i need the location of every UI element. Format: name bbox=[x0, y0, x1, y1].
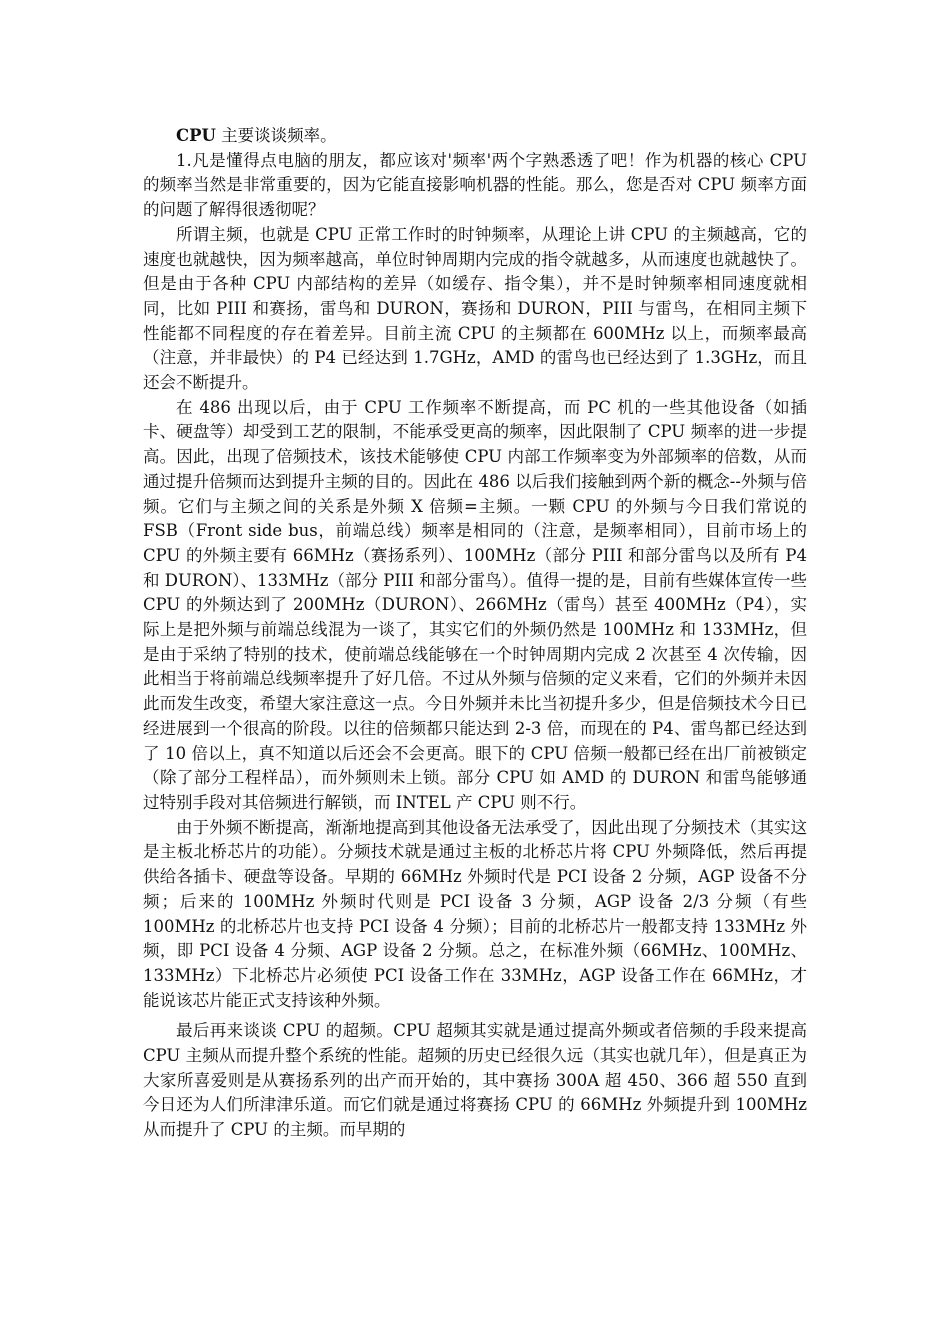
paragraph-divider: 由于外频不断提高，渐渐地提高到其他设备无法承受了，因此出现了分频技术（其实这是主板北桥芯片的功能）。分频技术就是通过主板的北桥芯片将 CPU 外频降低，然后再提供给各插卡、硬盘等设备。早期的 66MHz 外频时代是 PCI 设备 2 分频，AGP 设备不分频；后来的 100MHz 外频时代则是 PCI 设备 3 分频，AGP 设备 2/3 分频（有些 100MHz 的北桥芯片也支持 PCI 设备 4 分频）；目前的北桥芯片一般都支持 133MHz 外频，即 PCI 设备 4 分频、AGP 设备 2 分频。总之，在标准外频（66MHz、100MHz、133MHz）下北桥芯片必须使 PCI 设备工作在 33MHz，AGP 设备工作在 66MHz，才能说该芯片能正式支持该种外频。 bbox=[143, 817, 807, 1010]
paragraph-multiplier: 在 486 出现以后，由于 CPU 工作频率不断提高，而 PC 机的一些其他设备（如插卡、硬盘等）却受到工艺的限制，不能承受更高的频率，因此限制了 CPU 频率的进一步提高。因此，出现了倍频技术，该技术能够使 CPU 内部工作频率变为外部频率的倍数，从而通过提升倍频而达到提升主频的目的。因此在 486 以后我们接触到两个新的概念--外频与倍频。它们与主频之间的关系是外频 X 倍频=主频。一颗 CPU 的外频与今日我们常说的 FSB（Front side bus，前端总线）频率是相同的（注意，是频率相同），目前市场上的 CPU 的外频主要有 66MHz（赛扬系列）、100MHz（部分 PIII 和部分雷鸟以及所有 P4 和 DURON）、133MHz（部分 PIII 和部分雷鸟）。值得一提的是，目前有些媒体宣传一些 CPU 的外频达到了 200MHz（DURON）、266MHz（雷鸟）甚至 400MHz（P4），实际上是把外频与前端总线混为一谈了，其实它们的外频仍然是 100MHz 和 133MHz，但是由于采纳了特别的技术，使前端总线能够在一个时钟周期内完成 2 次甚至 4 次传输，因此相当于将前端总线频率提升了好几倍。不过从外频与倍频的定义来看，它们的外频并未因此而发生改变，希望大家注意这一点。今日外频并未比当初提升多少，但是倍频技术今日已经进展到一个很高的阶段。以往的倍频都只能达到 2-3 倍，而现在的 P4、雷鸟都已经达到了 10 倍以上，真不知道以后还会不会更高。眼下的 CPU 倍频一般都已经在出厂前被锁定（除了部分工程样品），而外频则未上锁。部分 CPU 如 AMD 的 DURON 和雷鸟能够通过特别手段对其倍频进行解锁，而 INTEL 产 CPU 则不行。 bbox=[143, 397, 807, 812]
paragraph-main-frequency: 所谓主频，也就是 CPU 正常工作时的时钟频率，从理论上讲 CPU 的主频越高，它的速度也就越快，因为频率越高，单位时钟周期内完成的指令就越多，从而速度也就越快了。但是由于各种 CPU 内部结构的差异（如缓存、指令集），并不是时钟频率相同速度就相同，比如 PIII 和赛扬，雷鸟和 DURON，赛扬和 DURON，PIII 与雷鸟，在相同主频下性能都不同程度的存在着差异。目前主流 CPU 的主频都在 600MHz 以上，而频率最高（注意，并非最快）的 P4 已经达到 1.7GHz，AMD 的雷鸟也已经达到了 1.3GHz，而且还会不断提升。 bbox=[143, 224, 807, 393]
paragraph-overclock: 最后再来谈谈 CPU 的超频。CPU 超频其实就是通过提高外频或者倍频的手段来提高 CPU 主频从而提升整个系统的性能。超频的历史已经很久远（其实也就几年），但是真正为大家所喜爱则是从赛扬系列的出产而开始的，其中赛扬 300A 超 450、366 超 550 直到今日还为人们所津津乐道。而它们就是通过将赛扬 CPU 的 66MHz 外频提升到 100MHz 从而提升了 CPU 的主频。而早期的 bbox=[143, 1021, 807, 1140]
document-body bbox=[143, 124, 807, 1143]
title-rest: 主要谈谈频率。 bbox=[215, 126, 337, 145]
paragraph-intro: 1.凡是懂得点电脑的朋友，都应该对'频率'两个字熟悉透了吧！作为机器的核心 CPU 的频率当然是非常重要的，因为它能直接影响机器的性能。那么，您是否对 CPU 频率方面的问题了解得很透彻呢？ bbox=[143, 150, 807, 220]
title-bold: CPU bbox=[176, 126, 216, 145]
document-title bbox=[143, 124, 807, 149]
